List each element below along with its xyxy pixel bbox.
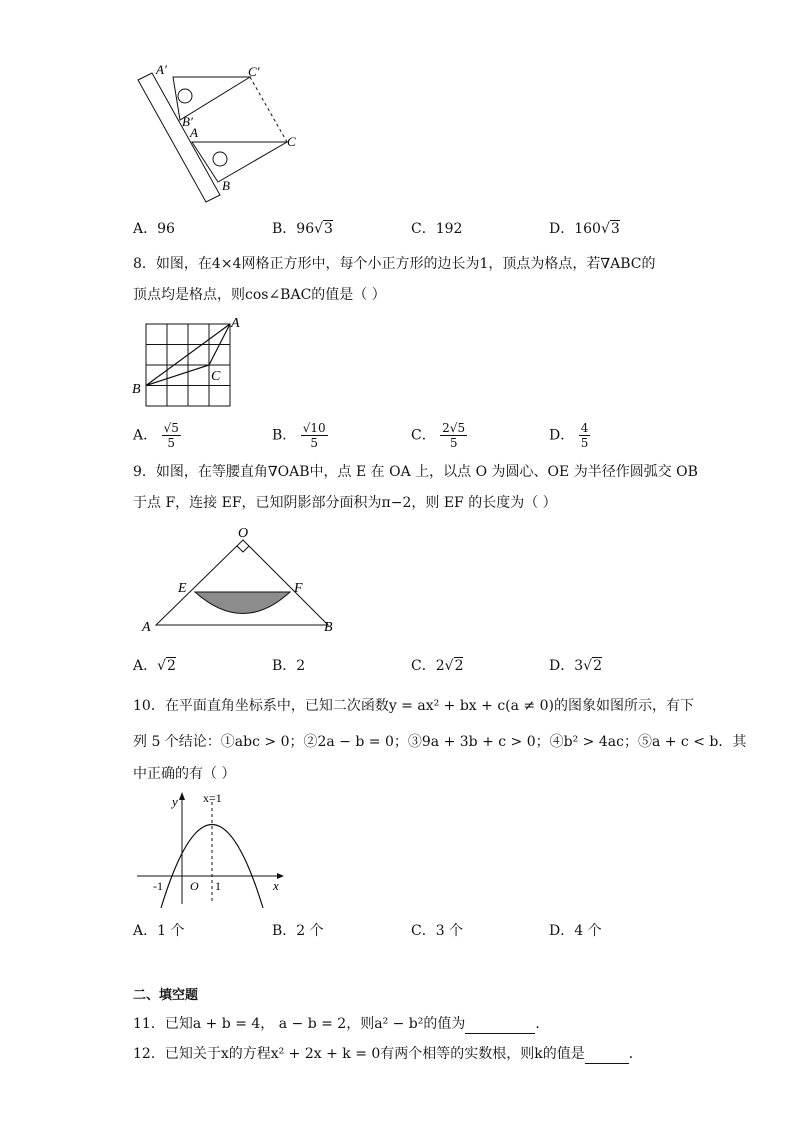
q8-option-b[interactable]	[272, 421, 328, 450]
q9-option-b[interactable]	[272, 655, 305, 675]
option-text: 96	[157, 221, 175, 237]
q10-parabola-figure	[135, 790, 295, 910]
option-fraction: $\frac{4}{5}$	[580, 421, 589, 450]
circle-upper	[178, 89, 192, 103]
option-root: 3	[610, 221, 620, 237]
label-a: A	[190, 125, 198, 140]
option-text: 160	[574, 221, 601, 237]
q7-figure	[130, 60, 450, 220]
option-letter: C．	[411, 658, 436, 674]
option-text: 2 个	[296, 923, 324, 939]
option-letter: C．	[411, 923, 436, 939]
option-root: 2	[167, 658, 176, 674]
q7-option-c[interactable]	[411, 218, 462, 238]
q11-answer-blank[interactable]	[465, 1013, 535, 1034]
option-root: 3	[324, 221, 333, 237]
q10-option-a[interactable]	[133, 920, 184, 940]
q11-text: 11．已知a + b = 4， a − b = 2，则a² − b²的值为	[133, 1016, 466, 1032]
q11-end: ．	[535, 1016, 550, 1032]
q12	[133, 1043, 643, 1064]
section-title: 二、填空题	[133, 988, 199, 1003]
q8-option-a[interactable]	[133, 421, 181, 450]
option-letter: B．	[272, 923, 297, 939]
option-letter: D．	[549, 221, 575, 237]
q10-line3: 中正确的有（ ）	[133, 766, 236, 782]
option-letter: D．	[549, 427, 575, 444]
q10-line1: 10．在平面直角坐标系中，已知二次函数y = ax² + bx + c(a ≠ 0)的图象如图所示，有下	[133, 698, 694, 714]
q10-line2: 列 5 个结论：①abc > 0；②2a − b = 0；③9a + 3b + c > 0；④b² > 4ac；⑤a + c < b．其	[133, 734, 747, 750]
grid-label-c: C	[211, 369, 221, 384]
q9-triangle-figure	[138, 522, 358, 637]
option-letter: A．	[133, 221, 158, 237]
option-root: 2	[593, 658, 602, 674]
q9-option-d[interactable]: D．3√2	[549, 658, 602, 674]
q12-text: 12．已知关于x的方程x² + 2x + k = 0有两个相等的实数根，则k的值是	[133, 1046, 585, 1062]
shaded-segment	[195, 592, 290, 614]
label-one: 1	[215, 879, 221, 893]
option-text: 192	[435, 221, 463, 237]
option-letter: D．	[549, 658, 575, 674]
q9-line1: 9．如图，在等腰直角∇OAB中，点 E 在 OA 上，以点 O 为圆心、OE 为半径作圆弧交 OB	[133, 464, 698, 480]
q9-option-c[interactable]: C．2√2	[411, 658, 464, 674]
q8-option-c[interactable]	[411, 421, 467, 450]
q8-option-d[interactable]	[549, 421, 590, 450]
grid-label-a: A	[231, 316, 240, 331]
q7-option-a[interactable]	[133, 218, 175, 238]
option-text: 3	[574, 658, 584, 674]
q9-line2: 于点 F，连接 EF，已知阴影部分面积为π−2，则 EF 的长度为（ ）	[133, 495, 557, 511]
q8-grid-figure	[130, 315, 250, 415]
option-root: 2	[454, 658, 464, 674]
label-axis-line: x=1	[203, 791, 222, 805]
option-text: 2	[296, 658, 306, 674]
tri-label-a: A	[142, 620, 151, 635]
option-letter: D．	[549, 923, 575, 939]
q10-option-c[interactable]	[411, 920, 463, 940]
option-letter: B．	[272, 427, 297, 444]
q12-answer-blank[interactable]	[585, 1043, 629, 1064]
q12-end: ．	[628, 1046, 643, 1062]
q11	[133, 1013, 549, 1034]
tri-label-e: E	[178, 581, 187, 596]
tri-label-b: B	[324, 620, 333, 635]
parabola-curve	[161, 825, 263, 909]
tri-label-f: F	[294, 581, 303, 596]
option-letter: C．	[411, 427, 436, 444]
option-letter: A．	[133, 658, 158, 674]
label-c: C	[287, 134, 296, 149]
label-origin: O	[190, 879, 199, 893]
option-letter: C．	[411, 221, 436, 237]
q7-option-b[interactable]: B．96√3	[272, 221, 333, 237]
option-letter: A．	[133, 427, 158, 444]
option-letter: A．	[133, 923, 158, 939]
label-y: y	[172, 794, 178, 809]
q10-option-d[interactable]	[549, 920, 602, 940]
label-b: B	[222, 178, 230, 193]
option-text: 2	[435, 658, 445, 674]
tri-label-o: O	[238, 526, 249, 541]
q9-option-a[interactable]: A．√2	[133, 658, 176, 674]
q8-line1: 8．如图，在4×4网格正方形中，每个小正方形的边长为1，顶点为格点，若∇ABC的	[133, 256, 656, 272]
q7-option-d[interactable]: D．160√3	[549, 221, 620, 237]
option-fraction: $\frac{2√5}{5}$	[442, 421, 466, 450]
label-b-prime: B′	[182, 114, 193, 129]
option-text: 4 个	[574, 923, 602, 939]
label-c-prime: C′	[248, 64, 260, 79]
q8-line2: 顶点均是格点，则cos∠BAC的值是（ ）	[133, 287, 386, 303]
option-letter: B．	[272, 221, 297, 237]
dashed-cc	[250, 77, 287, 142]
right-angle-mark	[237, 546, 249, 552]
label-neg-one: -1	[153, 879, 163, 893]
label-a-prime: A′	[156, 62, 167, 77]
option-fraction: $\frac{√5}{5}$	[163, 421, 179, 450]
option-text: 3 个	[435, 923, 464, 939]
option-text: 1 个	[157, 923, 185, 939]
q10-option-b[interactable]	[272, 920, 324, 940]
option-letter: B．	[272, 658, 297, 674]
label-x: x	[273, 878, 279, 893]
circle-lower	[213, 152, 227, 166]
option-fraction: $\frac{√10}{5}$	[302, 421, 326, 450]
y-axis-arrow	[179, 792, 185, 800]
option-text: 96	[296, 221, 315, 237]
grid-label-b: B	[132, 382, 141, 397]
